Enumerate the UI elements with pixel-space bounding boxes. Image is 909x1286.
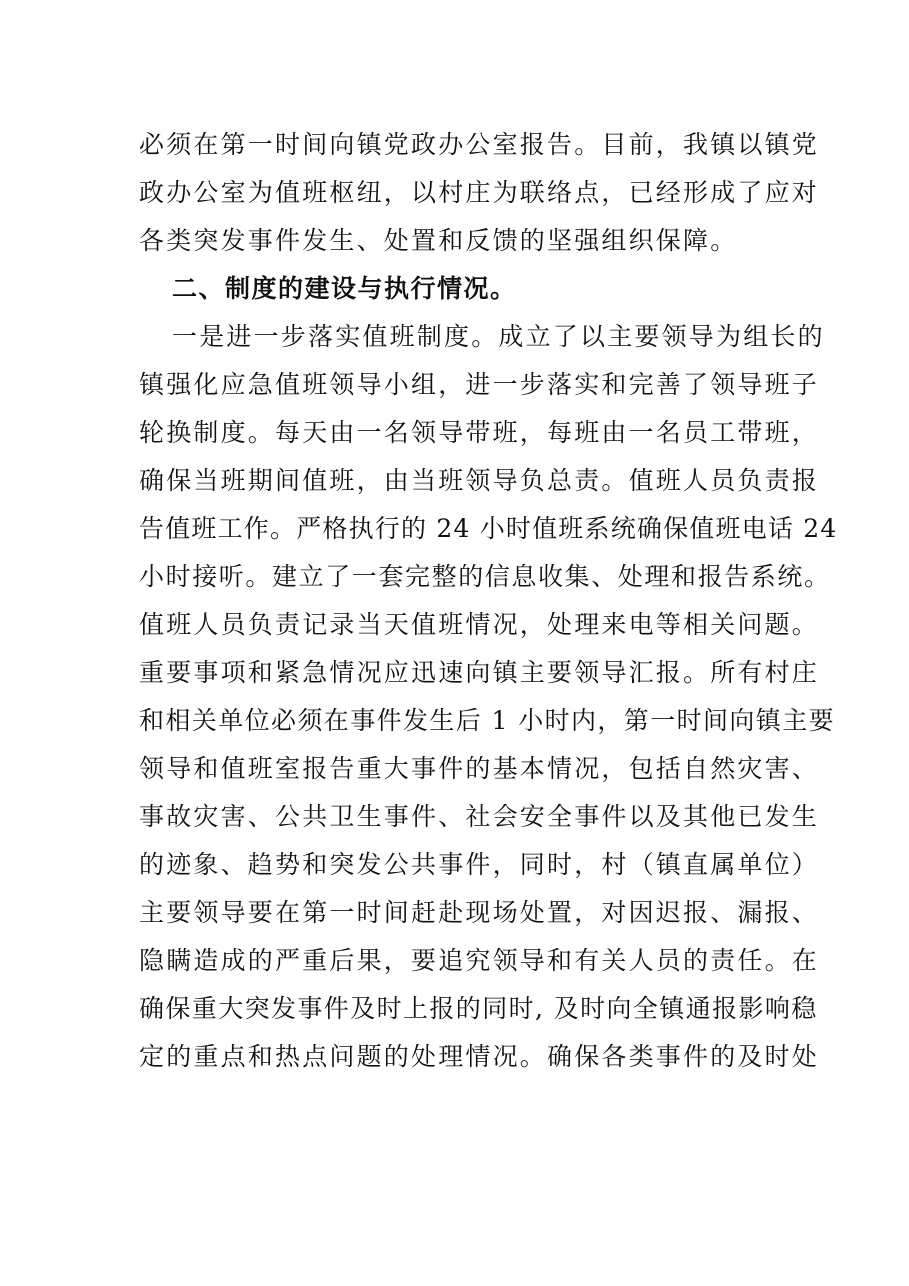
paragraph-line-1: 必须在第一时间向镇党政办公室报告。目前，我镇以镇党 — [139, 130, 820, 159]
paragraph-line-14: 领导和值班室报告重大事件的基本情况，包括自然灾害、 — [139, 754, 820, 783]
paragraph-line-5: 一是进一步落实值班制度。成立了以主要领导为组长的 — [172, 322, 825, 351]
paragraph-line-13: 和相关单位必须在事件发生后 1 小时内，第一时间向镇主要 — [139, 706, 836, 735]
paragraph-line-10: 小时接听。建立了一套完整的信息收集、处理和报告系统。 — [139, 562, 831, 591]
paragraph-line-16: 的迹象、趋势和突发公共事件，同时，村（镇直属单位） — [139, 850, 820, 879]
paragraph-line-17: 主要领导要在第一时间赶赴现场处置，对因迟报、漏报、 — [139, 898, 820, 927]
paragraph-line-20: 定的重点和热点问题的处理情况。确保各类事件的及时处 — [139, 1042, 820, 1071]
paragraph-line-6: 镇强化应急值班领导小组，进一步落实和完善了领导班子 — [139, 370, 820, 399]
paragraph-line-9: 告值班工作。严格执行的 24 小时值班系统确保值班电话 24 — [139, 514, 838, 543]
paragraph-line-8: 确保当班期间值班，由当班领导负总责。值班人员负责报 — [139, 466, 820, 495]
paragraph-line-15: 事故灾害、公共卫生事件、社会安全事件以及其他已发生 — [139, 802, 820, 831]
paragraph-line-7: 轮换制度。每天由一名领导带班，每班由一名员工带班， — [139, 418, 820, 447]
paragraph-line-12: 重要事项和紧急情况应迅速向镇主要领导汇报。所有村庄 — [139, 658, 820, 687]
paragraph-line-18: 隐瞒造成的严重后果，要追究领导和有关人员的责任。在 — [139, 946, 820, 975]
section-heading: 二、制度的建设与执行情况。 — [172, 274, 517, 303]
paragraph-line-11: 值班人员负责记录当天值班情况，处理来电等相关问题。 — [139, 610, 820, 639]
paragraph-line-2: 政办公室为值班枢纽，以村庄为联络点，已经形成了应对 — [139, 178, 820, 207]
paragraph-line-3: 各类突发事件发生、处置和反馈的坚强组织保障。 — [139, 226, 738, 255]
paragraph-line-19: 确保重大突发事件及时上报的同时, 及时向全镇通报影响稳 — [139, 994, 818, 1023]
